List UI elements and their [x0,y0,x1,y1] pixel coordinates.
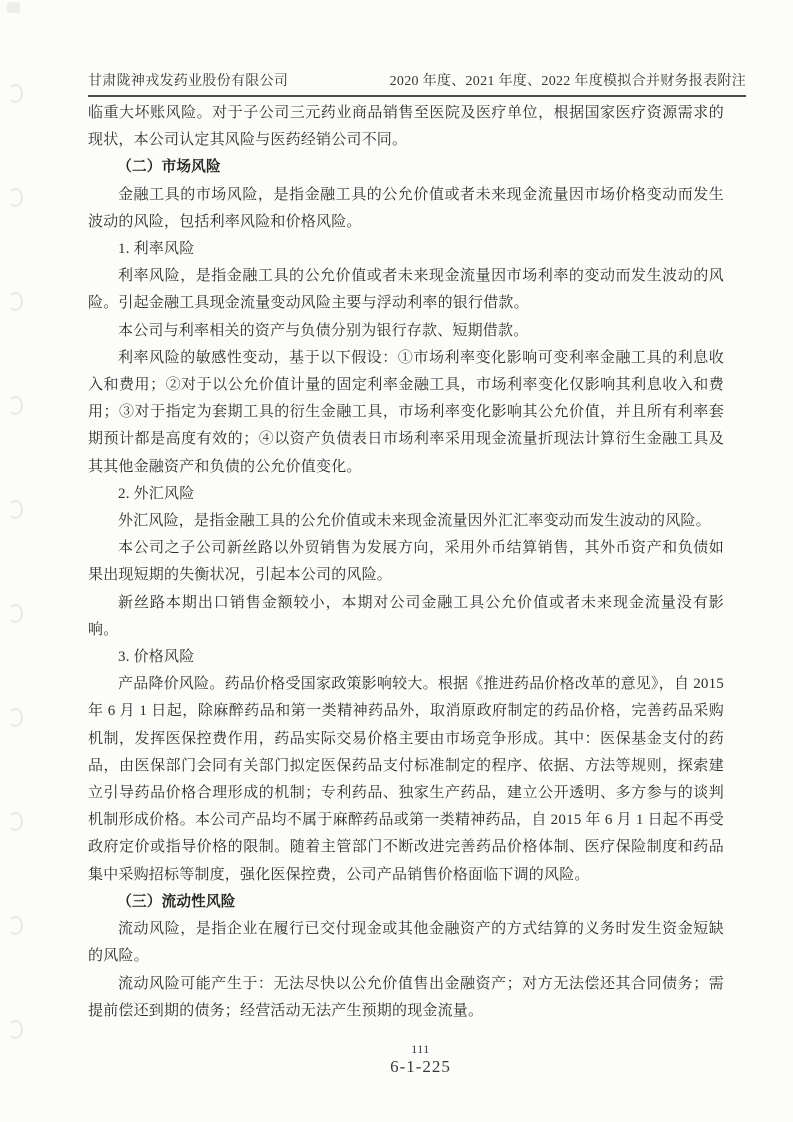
company-name: 甘肃陇神戎发药业股份有限公司 [88,74,289,89]
document-code: 6-1-225 [390,1057,451,1076]
scan-artifact [8,188,23,207]
paragraph: 1. 利率风险 [118,241,195,258]
page-footer [24,1042,793,1077]
section-heading: （二）市场风险 [117,159,221,176]
paragraph: 本公司之子公司新丝路以外贸销售为发展方向，采用外币结算销售，其外币资产和负债如果出现短期的失衡状况，引起本公司的风险。 [88,540,724,584]
paragraph: 2. 外汇风险 [118,485,195,502]
scan-artifact [8,916,23,935]
scan-artifact [7,2,20,13]
scan-artifact [8,604,23,623]
paragraph: 产品降价风险。药品价格受国家政策影响较大。根据《推进药品价格改革的意见》，自 2015 年 6 月 1 日起，除麻醉药品和第一类精神药品外，取消原政府制定的药品价格，完善药品采购机制，发挥医保控费作用，药品实际交易价格主要由市场竞争形成。其中：医保基金支付的药品，由医保部门会同有关部门拟定医保药品支付标准制定的程序、依据、方法等规则，探索建立引导药品价格合理形成的机制；专利药品、独家生产药品，建立公开透明、多方参与的谈判机制形成价格。本公司产品均不属于麻醉药品或第一类精神药品，自 2015 年 6 月 1 日起不再受政府定价或指导价格的限制。随着主管部门不断改进完善药品价格体制、医疗保险制度和药品集中采购招标等制度，强化医保控费，公司产品销售价格面临下调的风险。 [88,676,724,883]
scan-artifact [8,84,23,103]
page-number: 111 [411,1042,430,1056]
report-title: 2020 年度、2021 年度、2022 年度模拟合并财务报表附注 [389,74,746,89]
scan-artifact [8,500,23,519]
paragraph: 利率风险，是指金融工具的公允价值或者未来现金流量因市场利率的变动而发生波动的风险。引起金融工具现金流量变动风险主要与浮动利率的银行借款。 [88,268,724,312]
scan-artifact [8,1020,23,1039]
scan-artifact [8,708,23,727]
paragraph: 本公司与利率相关的资产与负债分别为银行存款、短期借款。 [118,322,529,339]
document-body [88,100,724,1025]
section-heading: （三）流动性风险 [117,893,236,910]
paragraph: 流动风险可能产生于：无法尽快以公允价值售出金融资产；对方无法偿还其合同债务；需提前偿还到期的债务；经营活动无法产生预期的现金流量。 [88,975,724,1019]
paragraph: 3. 价格风险 [118,649,195,666]
page-header [88,70,746,97]
paragraph: 临重大坏账风险。对于子公司三元药业商品销售至医院及医疗单位，根据国家医疗资源需求的现状，本公司认定其风险与医药经销公司不同。 [88,105,724,149]
paragraph: 流动风险，是指企业在履行已交付现金或其他金融资产的方式结算的义务时发生资金短缺的风险。 [88,921,724,965]
paragraph: 新丝路本期出口销售金额较小，本期对公司金融工具公允价值或者未来现金流量没有影响。 [88,594,724,638]
paragraph: 外汇风险，是指金融工具的公允价值或未来现金流量因外汇汇率变动而发生波动的风险。 [118,513,711,530]
scan-artifact [8,292,23,311]
paragraph: 金融工具的市场风险，是指金融工具的公允价值或者未来现金流量因市场价格变动而发生波动的风险，包括利率风险和价格风险。 [88,186,724,230]
scan-artifact [8,396,23,415]
scan-artifact [8,812,23,831]
paragraph: 利率风险的敏感性变动，基于以下假设：①市场利率变化影响可变利率金融工具的利息收入和费用；②对于以公允价值计量的固定利率金融工具，市场利率变化仅影响其利息收入和费用；③对于指定为套期工具的衍生金融工具，市场利率变化影响其公允价值，并且所有利率套期预计都是高度有效的；④以资产负债表日市场利率采用现金流量折现法计算衍生金融工具及其其他金融资产和负债的公允价值变化。 [88,349,724,475]
